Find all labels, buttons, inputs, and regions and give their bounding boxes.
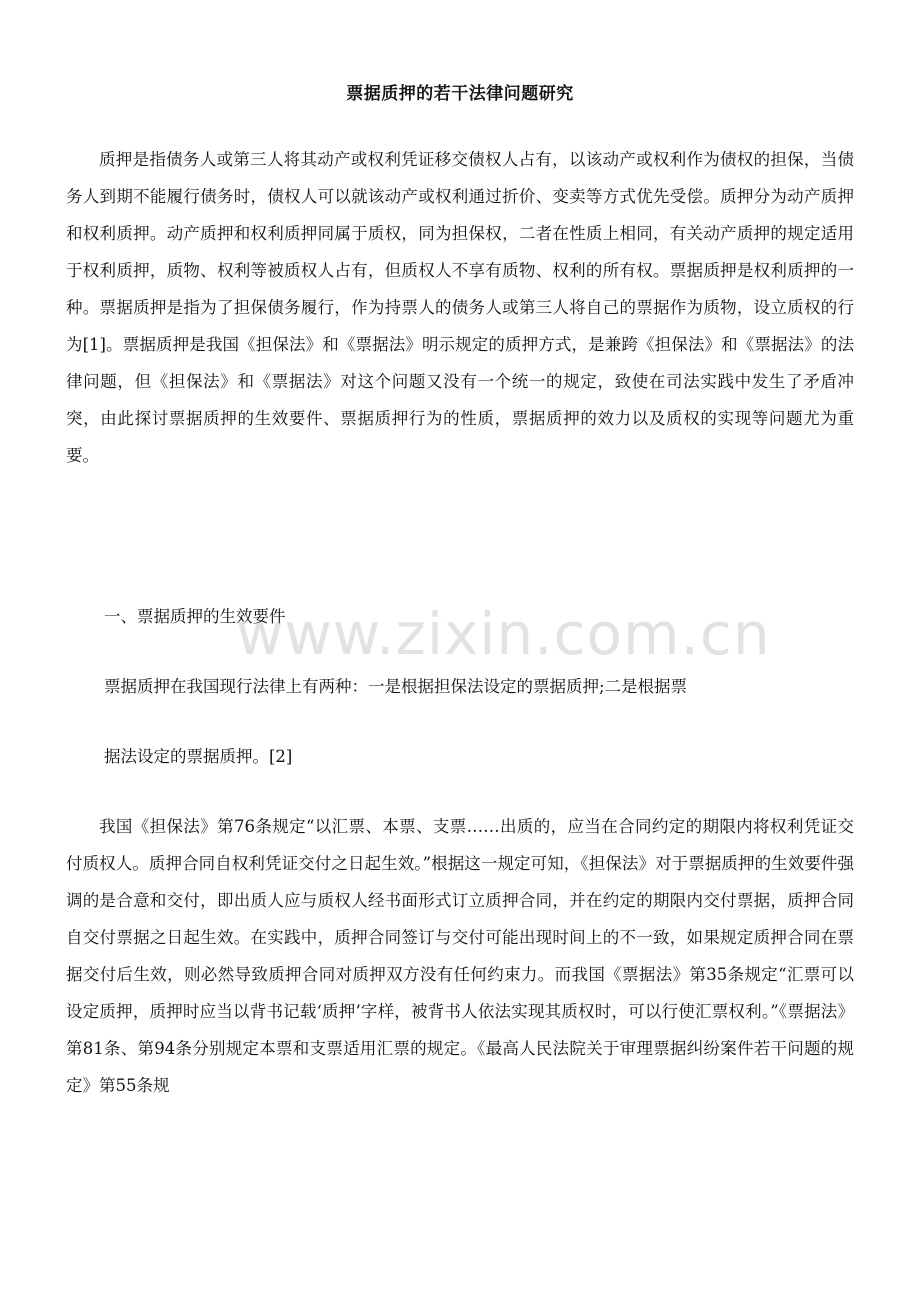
paragraph-two-line-one: 票据质押在我国现行法律上有两种：一是根据担保法设定的票据质押;二是根据票 [104,677,688,696]
document-title: 票据质押的若干法律问题研究 [346,84,574,104]
paragraph-intro: 质押是指债务人或第三人将其动产或权利凭证移交债权人占有，以该动产或权利作为债权的担保，当债务人到期不能履行债务时，债权人可以就该动产或权利通过折价、变卖等方式优先受偿。质押分为动产质押和权利质押。动产质押和权利质押同属于质权，同为担保权，二者在性质上相同，有关动产质押的规定适用于权利质押，质物、权利等被质权人占有，但质权人不享有质物、权利的所有权。票据质押是权利质押的一种。票据质押是指为了担保债务履行，作为持票人的债务人或第三人将自己的票据作为质物，设立质权的行为[1]。票据质押是我国《担保法》和《票据法》明示规定的质押方式，是兼跨《担保法》和《票据法》的法律问题，但《担保法》和《票据法》对这个问题又没有一个统一的规定，致使在司法实践中发生了矛盾冲突，由此探讨票据质押的生效要件、票据质押行为的性质，票据质押的效力以及质权的实现等问题尤为重要。 [66,150,854,465]
watermark-text: www.zixin.com.cn [236,600,771,668]
paragraph-guarantee-law: 我国《担保法》第76条规定“以汇票、本票、支票……出质的，应当在合同约定的期限内将权利凭证交付质权人。质押合同自权利凭证交付之日起生效。”根据这一规定可知，《担保法》对于票据质押的生效要件强调的是合意和交付，即出质人应与质权人经书面形式订立质押合同，并在约定的期限内交付票据，质押合同自交付票据之日起生效。在实践中，质押合同签订与交付可能出现时间上的不一致，如果规定质押合同在票据交付后生效，则必然导致质押合同对质押双方没有任何约束力。而我国《票据法》第35条规定“汇票可以设定质押，质押时应当以背书记载‘质押’字样，被背书人依法实现其质权时，可以行使汇票权利。”《票据法》第81条、第94条分别规定本票和支票适用汇票的规定。《最高人民法院关于审理票据纠纷案件若干问题的规定》第55条规 [66,817,854,1095]
paragraph-two-line-two: 据法设定的票据质押。[2] [104,747,293,766]
section-heading: 一、票据质押的生效要件 [104,607,286,626]
